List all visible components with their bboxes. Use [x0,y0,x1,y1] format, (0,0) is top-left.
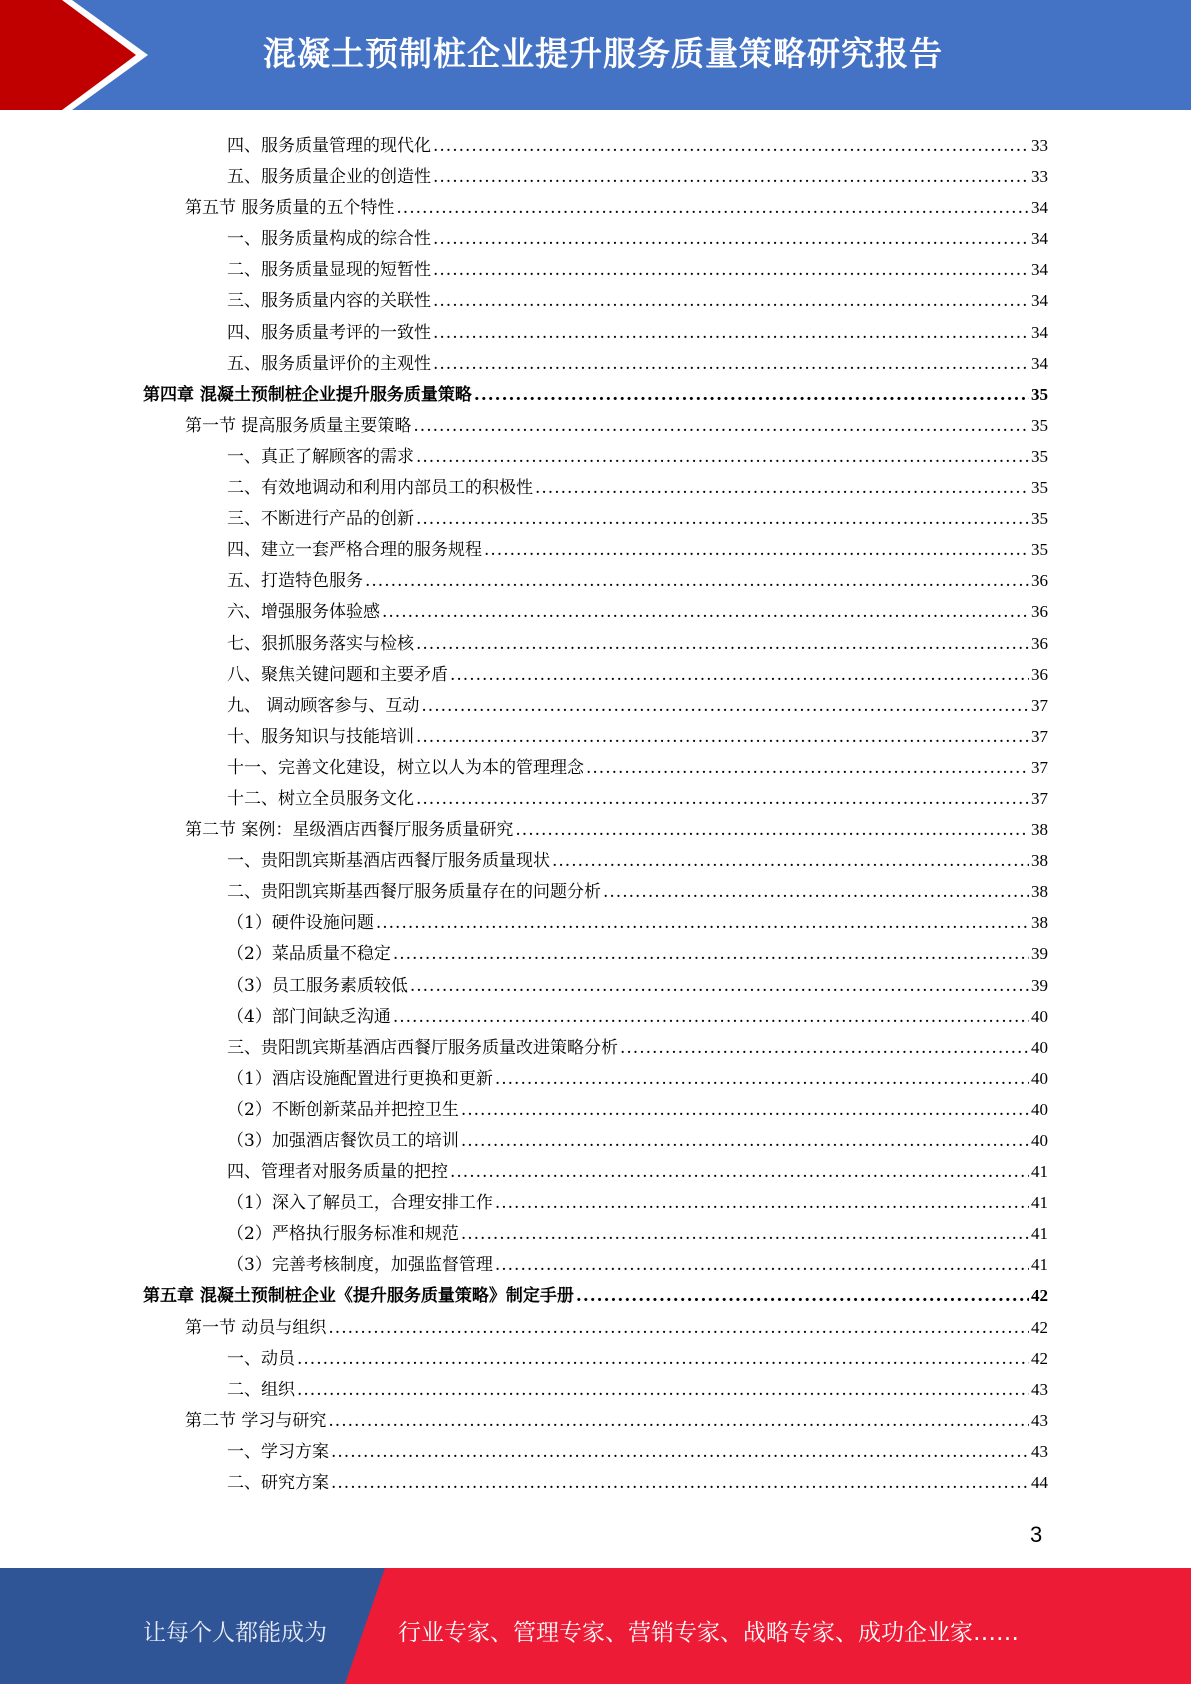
toc-entry-page: 40 [1031,1068,1048,1088]
toc-entry-title: 一、学习方案 [227,1441,329,1462]
toc-entry-title: 七、狠抓服务落实与检核 [227,633,414,654]
toc-entry-title: （2）菜品质量不稳定 [227,944,391,965]
dot-leader [297,1344,1029,1375]
dot-leader [461,1126,1029,1157]
toc-entry[interactable] [143,752,1048,783]
page-number: 3 [1030,1522,1043,1547]
toc-entry-page: 35 [1031,540,1048,560]
dot-leader [297,1375,1029,1406]
toc-entry-page: 38 [1031,882,1048,902]
toc-entry[interactable] [143,1125,1048,1156]
toc-entry[interactable] [143,1187,1048,1218]
toc-entry[interactable] [143,1467,1048,1498]
toc-entry-title: 四、建立一套严格合理的服务规程 [227,540,482,561]
dot-leader [331,1468,1029,1499]
toc-entry[interactable] [143,1001,1048,1032]
toc-entry-title: 第二节 案例：星级酒店西餐厅服务质量研究 [185,820,514,841]
toc-entry-title: 第四章 混凝土预制桩企业提升服务质量策略 [143,384,472,405]
toc-entry-page: 41 [1031,1162,1048,1182]
toc-entry-page: 33 [1031,167,1048,187]
dot-leader [450,1157,1029,1188]
dot-leader [515,815,1029,846]
toc-entry[interactable] [143,845,1048,876]
toc-entry-page: 44 [1031,1473,1048,1493]
dot-leader [328,1406,1029,1437]
toc-entry-title: 一、真正了解顾客的需求 [227,446,414,467]
toc-entry-title: （1）酒店设施配置进行更换和更新 [227,1068,493,1089]
toc-entry-title: 十、服务知识与技能培训 [227,726,414,747]
toc-entry-page: 34 [1031,353,1048,373]
toc-entry[interactable] [143,596,1048,627]
dot-leader [416,784,1029,815]
dot-leader [396,193,1029,224]
dot-leader [410,971,1029,1002]
toc-entry-title: 二、贵阳凯宾斯基西餐厅服务质量存在的问题分析 [227,882,601,903]
toc-entry-title: 第一节 动员与组织 [185,1317,327,1338]
dot-leader [393,939,1029,970]
toc-entry-page: 40 [1031,1006,1048,1026]
toc-entry-title: （2）严格执行服务标准和规范 [227,1224,459,1245]
toc-entry-title: 五、服务质量企业的创造性 [227,167,431,188]
dot-leader [433,286,1029,317]
dot-leader [433,162,1029,193]
toc-entry[interactable] [143,534,1048,565]
toc-entry-title: 二、服务质量显现的短暂性 [227,260,431,281]
toc-entry[interactable] [143,783,1048,814]
toc-entry[interactable] [143,348,1048,379]
dot-leader [474,380,1029,411]
toc-entry[interactable] [143,130,1048,161]
toc-entry-page: 41 [1031,1255,1048,1275]
toc-entry-page: 35 [1031,478,1048,498]
toc-entry-title: 十一、完善文化建设，树立以人为本的管理理念 [227,757,584,778]
toc-entry[interactable] [143,1032,1048,1063]
toc-entry-page: 35 [1031,415,1048,435]
toc-entry-page: 40 [1031,1099,1048,1119]
toc-entry-title: 九、 调动顾客参与、互动 [227,695,420,716]
toc-entry[interactable] [143,659,1048,690]
toc-entry[interactable] [143,565,1048,596]
toc-entry-title: 五、服务质量评价的主观性 [227,353,431,374]
dot-leader [416,504,1029,535]
toc-entry[interactable] [143,1063,1048,1094]
toc-entry-title: 第二节 学习与研究 [185,1410,327,1431]
dot-leader [416,629,1029,660]
toc-entry-page: 34 [1031,291,1048,311]
toc-entry-page: 40 [1031,1037,1048,1057]
toc-entry-page: 34 [1031,229,1048,249]
footer-slogan-left: 让每个人都能成为 [143,1620,327,1646]
toc-entry-title: （3）完善考核制度，加强监督管理 [227,1255,493,1276]
dot-leader [365,566,1029,597]
toc-entry[interactable] [143,721,1048,752]
toc-entry-page: 42 [1031,1317,1048,1337]
toc-entry-page: 37 [1031,788,1048,808]
dot-leader [416,722,1029,753]
toc-entry[interactable] [143,1218,1048,1249]
dot-leader [433,349,1029,380]
toc-entry-page: 37 [1031,726,1048,746]
toc-entry-page: 36 [1031,664,1048,684]
toc-entry[interactable] [143,907,1048,938]
dot-leader [603,877,1029,908]
report-title: 混凝土预制桩企业提升服务质量策略研究报告 [263,34,943,73]
dot-leader [331,1437,1029,1468]
toc-entry[interactable] [143,317,1048,348]
dot-leader [495,1250,1029,1281]
dot-leader [461,1095,1029,1126]
toc-entry-page: 42 [1031,1286,1048,1306]
dot-leader [433,255,1029,286]
dot-leader [421,691,1029,722]
footer-banner [0,1568,1191,1684]
dot-leader [620,1033,1029,1064]
dot-leader [433,318,1029,349]
dot-leader [484,535,1029,566]
toc-entry[interactable] [143,1374,1048,1405]
toc-entry-title: （3）加强酒店餐饮员工的培训 [227,1131,459,1151]
toc-entry-title: 二、有效地调动和利用内部员工的积极性 [227,478,533,499]
toc-entry-title: 四、服务质量管理的现代化 [227,136,431,156]
toc-entry-title: 二、研究方案 [227,1473,329,1494]
toc-entry[interactable] [143,970,1048,1001]
dot-leader [535,473,1029,504]
toc-entry-title: 一、服务质量构成的综合性 [227,229,431,250]
dot-leader [433,131,1029,162]
dot-leader [416,442,1029,473]
toc-entry[interactable] [143,1156,1048,1187]
footer-slogan-right: 行业专家、管理专家、营销专家、战略专家、成功企业家…… [398,1620,1019,1646]
toc-entry[interactable] [143,472,1048,503]
toc-entry-page: 34 [1031,322,1048,342]
toc-entry-page: 35 [1031,446,1048,466]
toc-entry[interactable] [143,192,1048,223]
toc-entry-title: 三、贵阳凯宾斯基酒店西餐厅服务质量改进策略分析 [227,1037,618,1058]
toc-entry-page: 38 [1031,820,1048,840]
table-of-contents [143,130,1048,1498]
toc-entry[interactable] [143,285,1048,316]
toc-entry-title: 三、不断进行产品的创新 [227,509,414,530]
toc-entry-page: 39 [1031,944,1048,964]
toc-entry[interactable] [143,814,1048,845]
toc-entry-title: （3）员工服务素质较低 [227,975,408,996]
dot-leader [576,1281,1029,1312]
toc-entry[interactable] [143,876,1048,907]
toc-entry[interactable] [143,223,1048,254]
toc-entry[interactable] [143,1436,1048,1467]
toc-entry-page: 43 [1031,1379,1048,1399]
toc-entry[interactable] [143,1094,1048,1125]
toc-entry-title: 二、组织 [227,1379,295,1400]
header-banner [0,0,1191,110]
toc-entry-page: 40 [1031,1131,1048,1150]
toc-entry-title: 四、服务质量考评的一致性 [227,322,431,343]
toc-entry-title: 十二、树立全员服务文化 [227,788,414,809]
toc-entry-title: （4）部门间缺乏沟通 [227,1006,391,1027]
toc-entry-title: 四、管理者对服务质量的把控 [227,1162,448,1183]
toc-entry-title: （2）不断创新菜品并把控卫生 [227,1099,459,1120]
toc-entry-title: 一、贵阳凯宾斯基酒店西餐厅服务质量现状 [227,851,550,872]
toc-entry-page: 39 [1031,975,1048,995]
toc-entry[interactable] [143,1249,1048,1280]
toc-entry-page: 38 [1031,851,1048,871]
toc-entry-page: 42 [1031,1348,1048,1368]
toc-entry[interactable] [143,1280,1048,1311]
toc-entry[interactable] [143,441,1048,472]
toc-entry[interactable] [143,1405,1048,1436]
toc-entry[interactable] [143,1312,1048,1343]
dot-leader [461,1219,1029,1250]
toc-entry-page: 41 [1031,1224,1048,1244]
toc-entry[interactable] [143,1343,1048,1374]
dot-leader [433,224,1029,255]
toc-entry-title: 第五章 混凝土预制桩企业《提升服务质量策略》制定手册 [143,1286,574,1307]
dot-leader [495,1064,1029,1095]
toc-entry-page: 37 [1031,695,1048,715]
toc-entry[interactable] [143,690,1048,721]
toc-entry-page: 43 [1031,1410,1048,1430]
toc-entry-page: 36 [1031,633,1048,653]
toc-entry-title: 第一节 提高服务质量主要策略 [185,415,412,436]
toc-entry-title: （1）硬件设施问题 [227,913,374,934]
dot-leader [413,411,1029,442]
toc-entry[interactable] [143,161,1048,192]
dot-leader [393,1002,1029,1033]
dot-leader [552,846,1029,877]
toc-entry-page: 35 [1031,384,1048,404]
toc-entry-page: 36 [1031,602,1048,622]
toc-entry[interactable] [143,938,1048,969]
toc-entry-title: 一、动员 [227,1348,295,1369]
toc-entry-title: 三、服务质量内容的关联性 [227,291,431,312]
toc-entry[interactable] [143,410,1048,441]
toc-entry-title: 八、聚焦关键问题和主要矛盾 [227,664,448,685]
dot-leader [328,1313,1029,1344]
toc-entry-title: （1）深入了解员工，合理安排工作 [227,1193,493,1214]
dot-leader [450,660,1029,691]
dot-leader [376,908,1029,939]
toc-entry-page: 37 [1031,757,1048,777]
toc-entry-page: 34 [1031,260,1048,280]
dot-leader [382,597,1029,628]
toc-entry-title: 六、增强服务体验感 [227,602,380,623]
dot-leader [495,1188,1029,1219]
toc-entry-page: 35 [1031,509,1048,529]
toc-entry-title: 第五节 服务质量的五个特性 [185,198,395,219]
toc-entry-title: 五、打造特色服务 [227,571,363,592]
toc-entry-page: 34 [1031,198,1048,218]
toc-entry[interactable] [143,503,1048,534]
toc-entry-page: 43 [1031,1441,1048,1461]
toc-entry[interactable] [143,628,1048,659]
dot-leader [586,753,1029,784]
toc-entry-page: 41 [1031,1193,1048,1213]
toc-entry[interactable] [143,379,1048,410]
toc-entry[interactable] [143,254,1048,285]
toc-entry-page: 33 [1031,136,1048,155]
toc-entry-page: 36 [1031,571,1048,591]
toc-entry-page: 38 [1031,913,1048,933]
